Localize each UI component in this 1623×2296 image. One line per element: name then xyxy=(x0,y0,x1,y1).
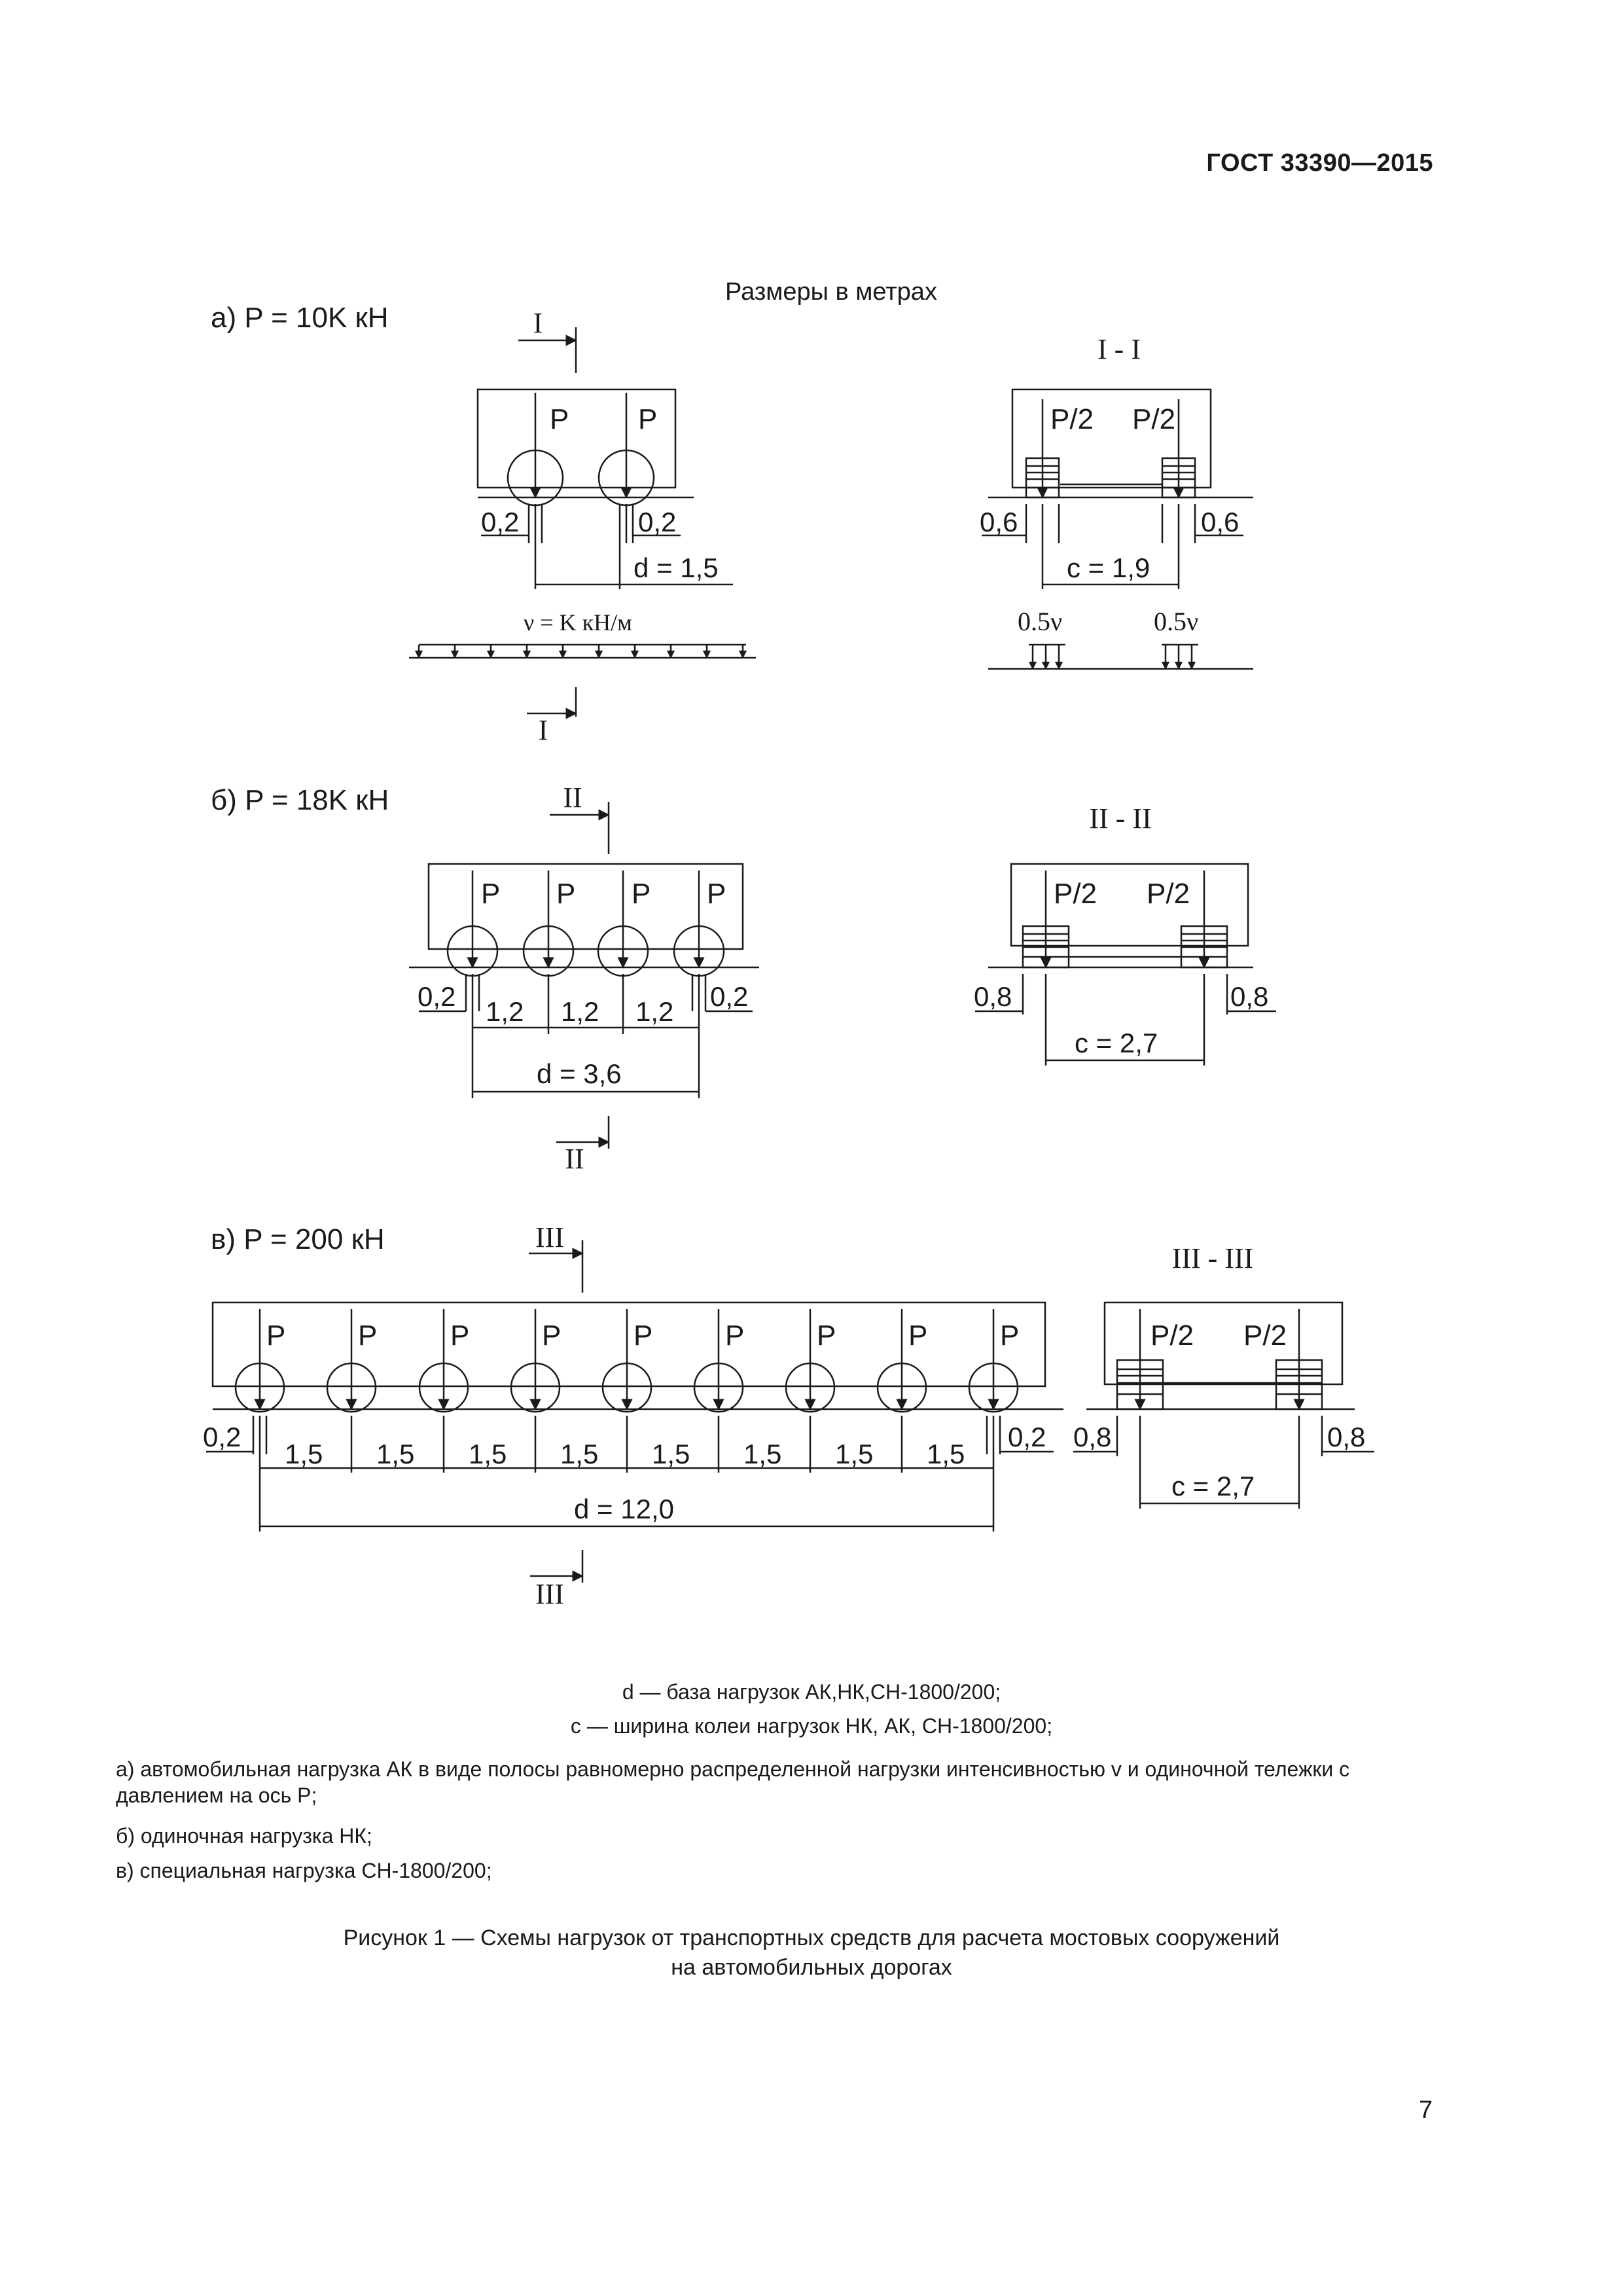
half-load-a-2: P/2 xyxy=(1132,403,1176,435)
axle-load-b-3: P xyxy=(632,878,651,910)
section-label-bottom-a: I xyxy=(538,714,548,746)
vehicle-body-b xyxy=(429,864,743,949)
page-number: 7 xyxy=(1419,2096,1433,2124)
axle-load-c-9: P xyxy=(1000,1319,1020,1352)
axle-load-a-2: P xyxy=(638,403,658,435)
panel-a-title: а) P = 10K кН xyxy=(211,302,389,334)
dim-c-1-5-4: 1,5 xyxy=(560,1439,599,1469)
dim-a-base-d: d = 1,5 xyxy=(633,552,719,583)
dim-b-1-2-a: 1,2 xyxy=(486,996,524,1027)
section-cut-top-c xyxy=(529,1221,582,1293)
axle-load-c-2: P xyxy=(358,1319,378,1352)
section-label-bottom-c: III xyxy=(535,1578,564,1610)
axle-load-b-4: P xyxy=(707,878,726,910)
dim-b-section-right: 0,8 xyxy=(1230,981,1269,1012)
dim-c-base-d: d = 12,0 xyxy=(574,1494,674,1524)
dim-a-section-c: c = 1,9 xyxy=(1067,552,1150,583)
axle-load-c-4: P xyxy=(542,1319,562,1352)
dim-a-section-right: 0,6 xyxy=(1201,507,1240,537)
axle-load-c-3: P xyxy=(450,1319,470,1352)
axle-load-c-8: P xyxy=(908,1319,928,1352)
dim-b-section-c: c = 2,7 xyxy=(1075,1028,1158,1058)
section-label-top-c: III xyxy=(535,1221,564,1253)
dim-b-1-2-c: 1,2 xyxy=(635,996,674,1027)
dim-b-0-2-right: 0,2 xyxy=(710,981,749,1012)
dim-c-0-2-right: 0,2 xyxy=(1008,1422,1046,1452)
distributed-load-a: ν = K кН/м xyxy=(524,609,632,636)
legend-c: с — ширина колеи нагрузок НК, АК, СН-1800/200; xyxy=(570,1714,1053,1738)
legend-b: б) одиночная нагрузка НК; xyxy=(116,1824,372,1848)
dim-b-1-2-b: 1,2 xyxy=(561,996,599,1027)
distributed-load-arrows-a xyxy=(409,645,756,658)
distributed-half-a-2: 0.5ν xyxy=(1154,607,1199,636)
panel-c-title: в) P = 200 кН xyxy=(211,1223,385,1255)
section-cut-bottom-c xyxy=(530,1550,582,1610)
half-load-a-1: P/2 xyxy=(1050,403,1094,435)
section-title-b: II - II xyxy=(1089,802,1152,834)
axle-load-b-2: P xyxy=(556,878,576,910)
panel-b-nk-load xyxy=(211,781,1276,1175)
panel-c-sn-load xyxy=(203,1221,1374,1610)
dim-c-section-left: 0,8 xyxy=(1073,1422,1112,1452)
half-load-b-2: P/2 xyxy=(1147,878,1190,910)
dim-c-1-5-1: 1,5 xyxy=(285,1439,323,1469)
dim-c-1-5-5: 1,5 xyxy=(652,1439,690,1469)
dim-b-section-left: 0,8 xyxy=(974,981,1012,1012)
dim-b-0-2-left: 0,2 xyxy=(418,981,456,1012)
section-cut-top-b xyxy=(550,781,609,854)
dim-c-1-5-6: 1,5 xyxy=(743,1439,782,1469)
dim-c-1-5-7: 1,5 xyxy=(835,1439,874,1469)
half-load-c-2: P/2 xyxy=(1243,1319,1287,1352)
axle-load-c-7: P xyxy=(817,1319,836,1352)
section-cut-top-a xyxy=(518,307,576,373)
section-cut-bottom-a xyxy=(527,687,576,746)
dim-c-section-right: 0,8 xyxy=(1327,1422,1366,1452)
dim-a-left-0-2: 0,2 xyxy=(481,507,520,537)
axle-load-a-1: P xyxy=(550,403,569,435)
figure-caption-line-1: Рисунок 1 — Схемы нагрузок от транспортных средств для расчета мостовых сооружений xyxy=(343,1926,1280,1950)
section-cut-bottom-b xyxy=(556,1116,609,1175)
document-header: ГОСТ 33390—2015 xyxy=(1206,149,1433,177)
dim-c-section-c: c = 2,7 xyxy=(1171,1471,1255,1501)
legend-v: в) специальная нагрузка СН-1800/200; xyxy=(116,1859,492,1882)
axle-load-b-1: P xyxy=(481,878,501,910)
section-label-top-b: II xyxy=(563,781,582,814)
dim-c-1-5-3: 1,5 xyxy=(469,1439,507,1469)
section-label-top-a: I xyxy=(533,307,543,339)
legend-a: а) автомобильная нагрузка АК в виде полосы равномерно распределенной нагрузки интенсивностью v и одиночной тележки с давлением на ось P; xyxy=(116,1757,1350,1807)
section-title-c: III - III xyxy=(1171,1242,1254,1274)
axle-load-c-6: P xyxy=(725,1319,745,1352)
dim-a-right-0-2: 0,2 xyxy=(638,507,677,537)
panel-a-ak-load xyxy=(211,302,1253,746)
half-load-c-1: P/2 xyxy=(1150,1319,1194,1352)
units-note: Размеры в метрах xyxy=(725,278,937,306)
section-label-bottom-b: II xyxy=(565,1143,584,1175)
dim-a-section-left: 0,6 xyxy=(980,507,1018,537)
dim-b-base-d: d = 3,6 xyxy=(537,1058,622,1089)
dim-c-1-5-2: 1,5 xyxy=(376,1439,415,1469)
axle-load-c-5: P xyxy=(633,1319,653,1352)
section-title-a: I - I xyxy=(1097,333,1141,365)
distributed-half-a-1: 0.5ν xyxy=(1018,607,1063,636)
half-load-b-1: P/2 xyxy=(1054,878,1097,910)
axle-load-c-1: P xyxy=(266,1319,286,1352)
legend-d: d — база нагрузок АК,НК,СН-1800/200; xyxy=(622,1680,1001,1704)
dim-c-0-2-left: 0,2 xyxy=(203,1422,241,1452)
dim-c-1-5-8: 1,5 xyxy=(927,1439,965,1469)
figure-caption-line-2: на автомобильных дорогах xyxy=(671,1955,952,1980)
panel-b-title: б) P = 18K кН xyxy=(211,784,389,816)
